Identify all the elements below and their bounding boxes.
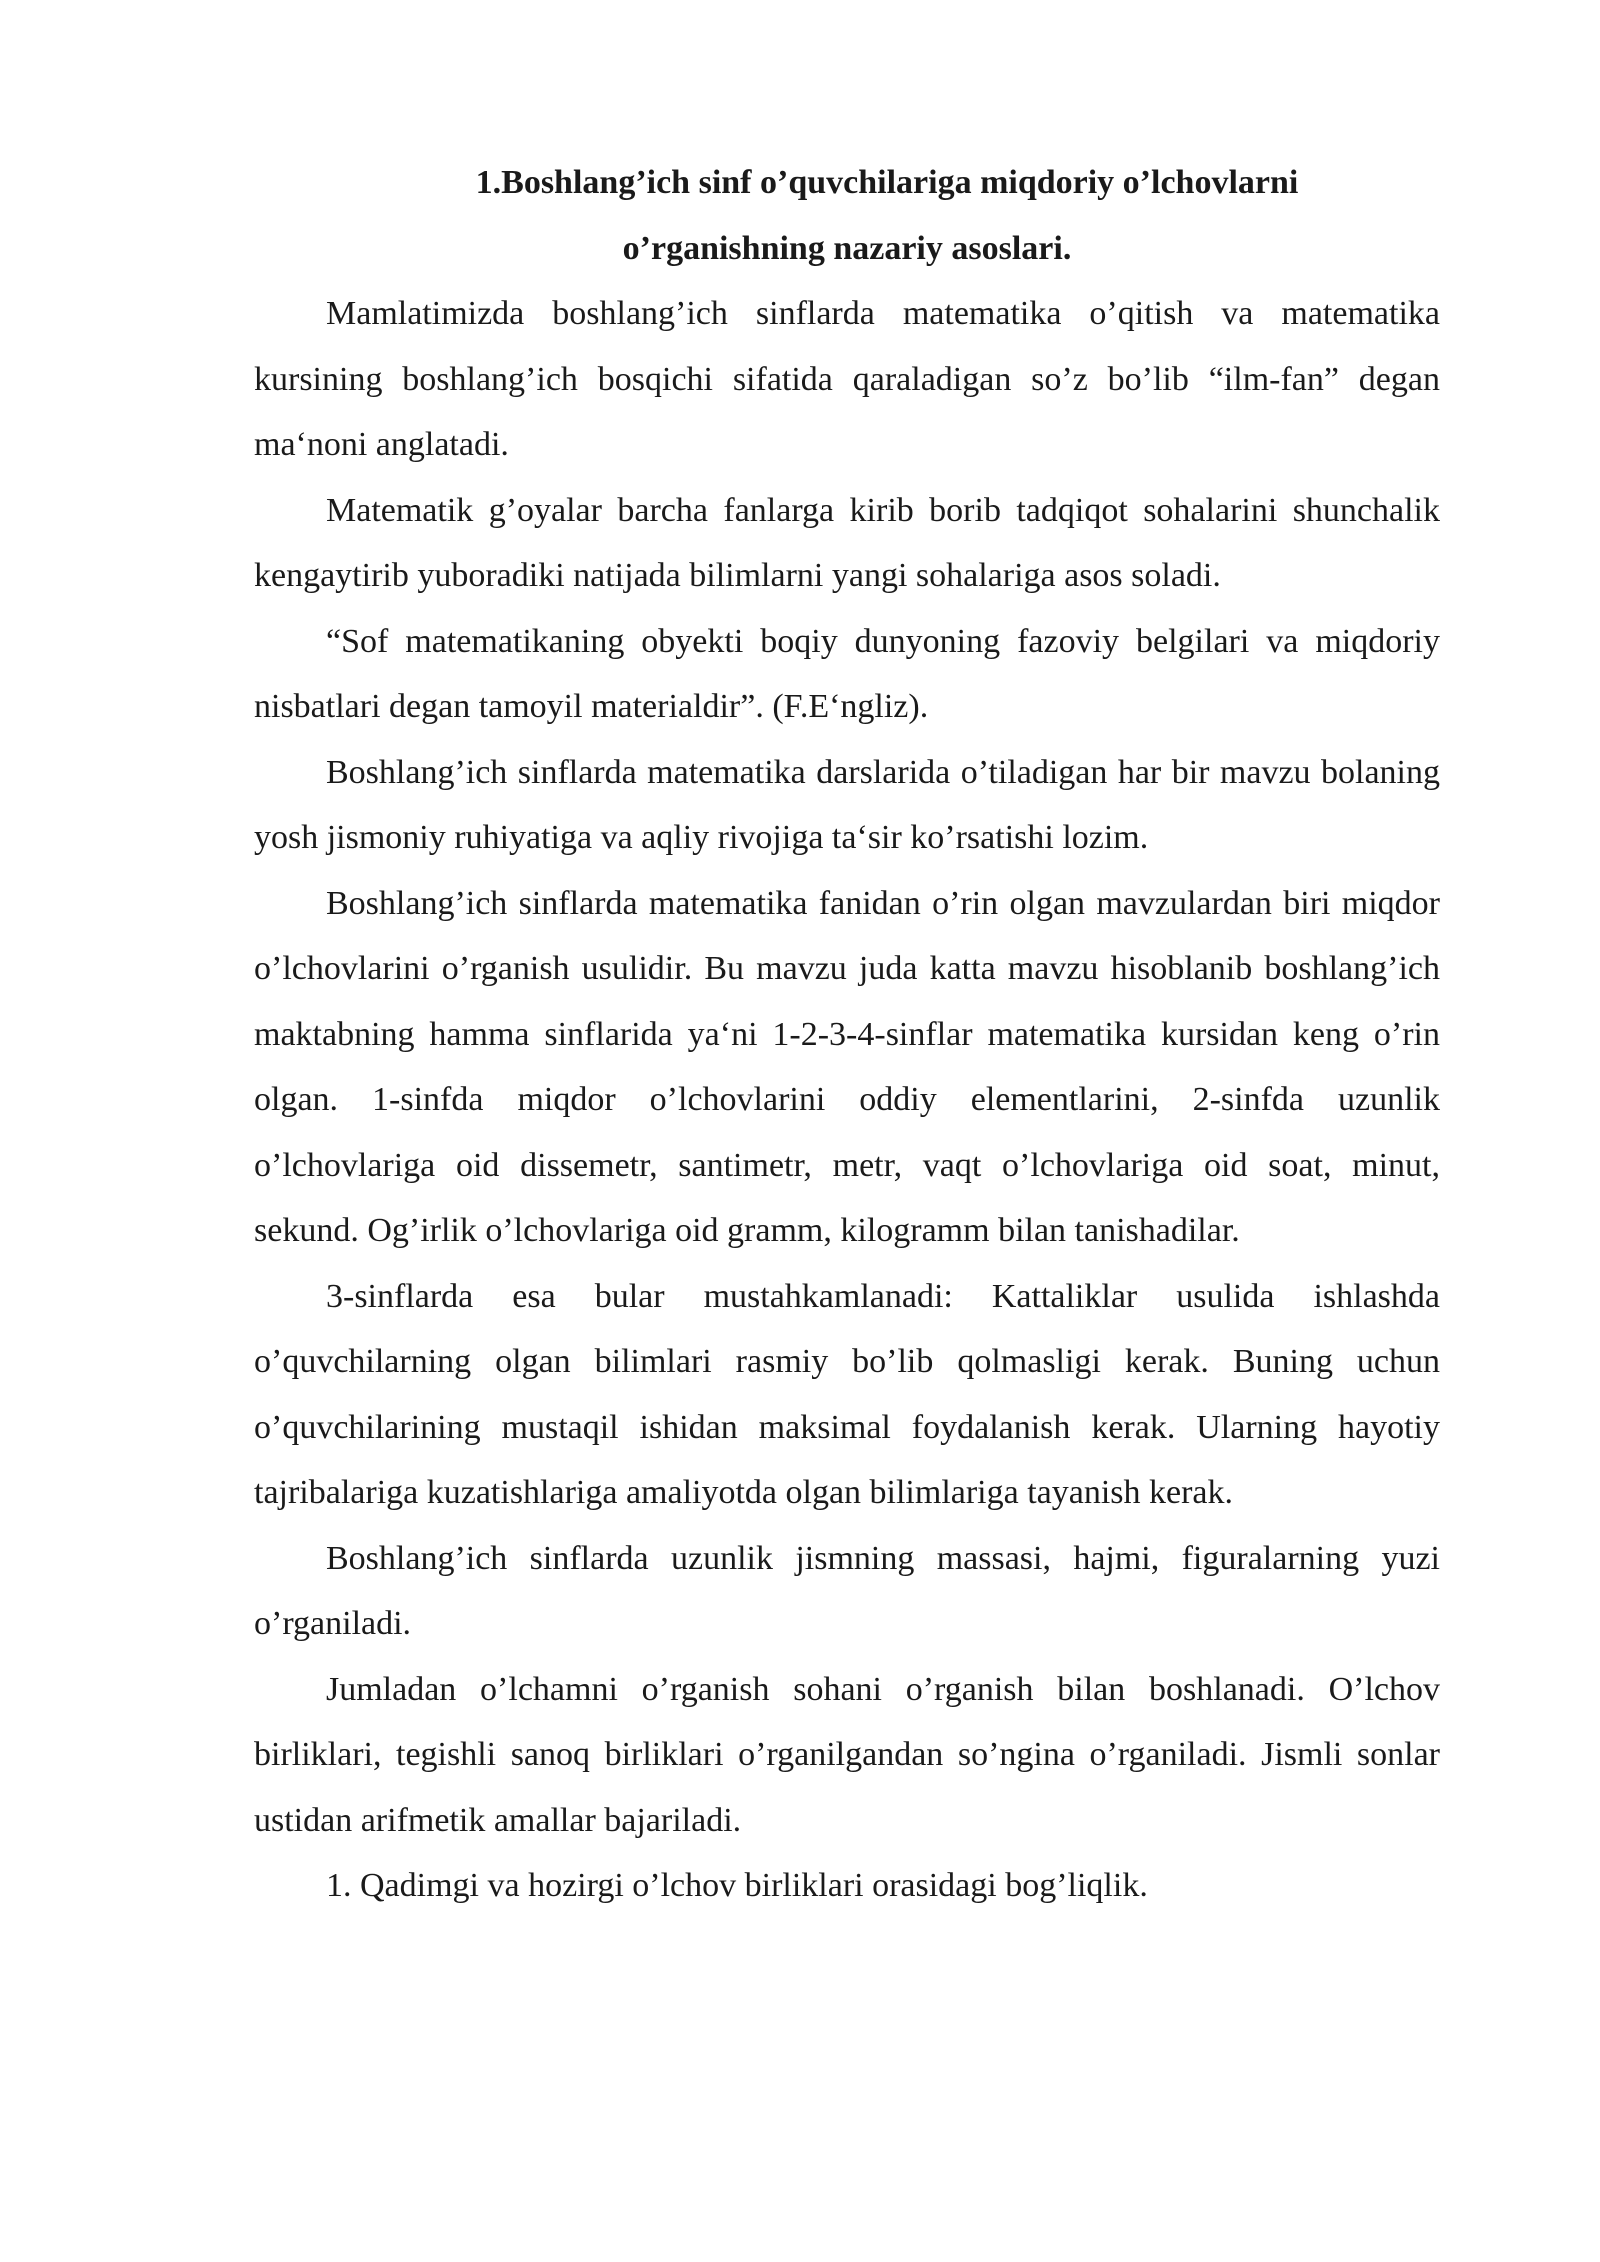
paragraph-8: Jumladan o’lchamni o’rganish sohani o’rganish bilan boshlanadi. O’lchov birliklari, tegishli sanoq birliklari o’rganilgandan so’ngina o’rganiladi. Jismli sonlar ustidan arifmetik amallar bajariladi. <box>254 1670 1440 1839</box>
paragraph-7: Boshlang’ich sinflarda uzunlik jismning massasi, hajmi, figuralarning yuzi o’rganiladi. <box>254 1539 1440 1642</box>
paragraph-9: 1. Qadimgi va hozirgi o’lchov birliklari orasidagi bog’liqlik. <box>326 1867 1148 1904</box>
paragraph-2: Matematik g’oyalar barcha fanlarga kirib borib tadqiqot sohalarini shunchalik kengaytirib yuboradiki natijada bilimlarni yangi sohalariga asos soladi. <box>254 491 1440 594</box>
paragraph-3: “Sof matematikaning obyekti boqiy dunyoning fazoviy belgilari va miqdoriy nisbatlari degan tamoyil materialdir”. (F.E‘ngliz). <box>254 622 1440 725</box>
page-content <box>254 150 1440 1919</box>
paragraph-5: Boshlang’ich sinflarda matematika fanidan o’rin olgan mavzulardan biri miqdor o’lchovlarini o’rganish usulidir. Bu mavzu juda katta mavzu hisoblanib boshlang’ich maktabning hamma sinflarida ya‘ni 1-2-3-4-sinflar matematika kursidan keng o’rin olgan. 1-sinfda miqdor o’lchovlarini oddiy elementlarini, 2-sinfda uzunlik o’lchovlariga oid dissemetr, santimetr, metr, vaqt o’lchovlariga oid soat, minut, sekund. Og’irlik o’lchovlariga oid gramm, kilogramm bilan tanishadilar. <box>254 884 1440 1249</box>
title-line-2: o’rganishning nazariy asoslari. <box>622 229 1072 267</box>
title-line-1: 1.Boshlang’ich sinf o’quvchilariga miqdoriy o’lchovlarni <box>475 164 1299 201</box>
paragraph-6: 3-sinflarda esa bular mustahkamlanadi: Kattaliklar usulida ishlashda o’quvchilarning olgan bilimlari rasmiy bo’lib qolmasligi kerak. Buning uchun o’quvchilarining mustaqil ishidan maksimal foydalanish kerak. Ularning hayotiy tajribalariga kuzatishlariga amaliyotda olgan bilimlariga tayanish kerak. <box>254 1277 1440 1511</box>
document-title <box>254 150 1440 281</box>
paragraph-1: Mamlatimizda boshlang’ich sinflarda matematika o’qitish va matematika kursining boshlang’ich bosqichi sifatida qaraladigan so’z bo’lib “ilm-fan” degan ma‘noni anglatadi. <box>254 295 1440 463</box>
paragraph-4: Boshlang’ich sinflarda matematika darslarida o’tiladigan har bir mavzu bolaning yosh jismoniy ruhiyatiga va aqliy rivojiga ta‘sir ko’rsatishi lozim. <box>254 753 1440 856</box>
